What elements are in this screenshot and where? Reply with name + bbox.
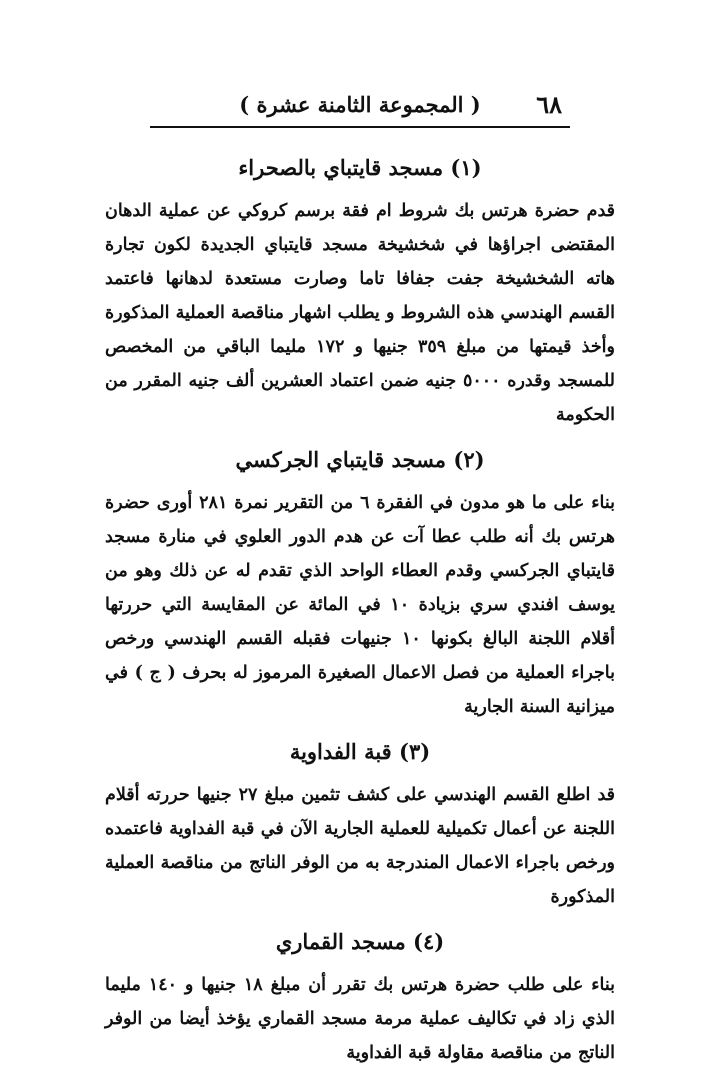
section-paragraph-4: بناء على طلب حضرة هرتس بك تقرر أن مبلغ ١٨ جنيها و ١٤٠ مليما الذي زاد في تكاليف عملية مرمة مسجد القماري يؤخذ أيضا من الوفر الناتج من مناقصة مقاولة قبة الفداوية xyxy=(105,975,615,1063)
section-heading-3: (٣) قبة الفداوية xyxy=(289,739,431,764)
page-header xyxy=(150,88,570,128)
section-paragraph-1: قدم حضرة هرتس بك شروط ام فقة برسم كروكي عن عملية الدهان المقتضى اجراؤها في شخشيخة مسجد قايتباي الجديدة لكون تجارة هاته الشخشيخة جفت جفافا تاما وصارت مستعدة لدهانها فاعتمد القسم الهندسي هذه الشروط و يطلب اشهار مناقصة العملية المذكورة وأخذ قيمتها من مبلغ ٣٥٩ جنيها و ١٧٢ مليما الباقي من المخصص للمسجد وقدره ٥٠٠٠ جنيه ضمن اعتماد العشرين ألف جنيه المقرر من الحكومة xyxy=(105,201,615,425)
section-heading-2: (٢) مسجد قايتباي الجركسي xyxy=(235,447,485,472)
section-paragraph-3: قد اطلع القسم الهندسي على كشف تثمين مبلغ ٢٧ جنيها حررته أقلام اللجنة عن أعمال تكميلية للعملية الجارية الآن في قبة الفداوية فاعتمده ورخص باجراء الاعمال المندرجة به من الوفر الناتج من مناقصة العملية المذكورة xyxy=(105,785,615,907)
section-heading-4: (٤) مسجد القماري xyxy=(275,929,445,954)
section-paragraph-2: بناء على ما هو مدون في الفقرة ٦ من التقرير نمرة ٢٨١ أورى حضرة هرتس بك أنه طلب عطا آت عن هدم الدور العلوي في منارة مسجد قايتباي الجركسي وقدم العطاء الواحد الذي تقدم له عن ذلك وهو من يوسف افندي سري بزيادة ١٠ في المائة عن المقايسة التي حررتها أقلام اللجنة البالغ بكونها ١٠ جنيهات فقبله القسم الهندسي ورخص باجراء العملية من فصل الاعمال الصغيرة المرموز له بحرف ( ج ) في ميزانية السنة الجارية xyxy=(105,493,616,717)
page-number: ٦٨ xyxy=(536,90,562,119)
section-heading-1: (١) مسجد قايتباي بالصحراء xyxy=(238,155,482,180)
page-body xyxy=(105,140,615,1078)
running-title: ( المجموعة الثامنة عشرة ) xyxy=(239,92,481,117)
